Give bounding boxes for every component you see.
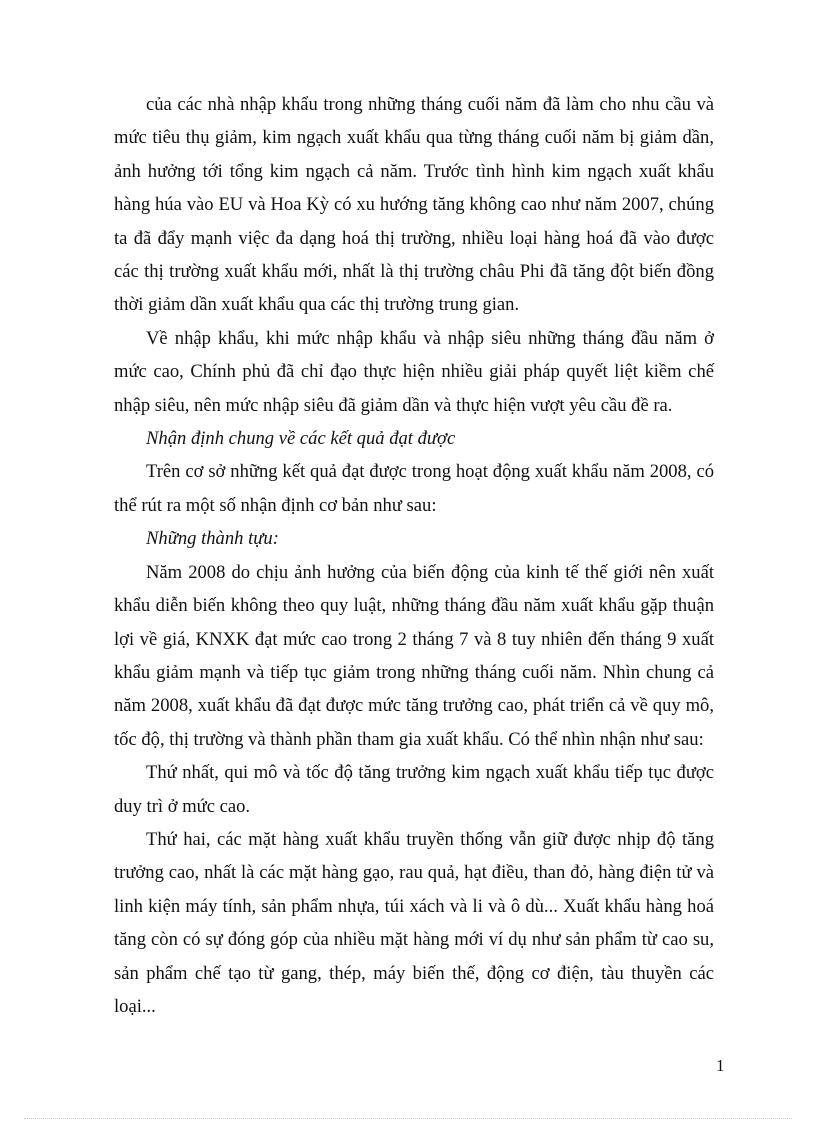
paragraph-second-point: Thứ hai, các mặt hàng xuất khẩu truyền thống vẫn giữ được nhịp độ tăng trưởng cao, nhất là các mặt hàng gạo, rau quả, hạt điều, than đỏ, hàng điện tử và linh kiện máy tính, sản phẩm nhựa, túi xách và li và ô dù... Xuất khẩu hàng hoá tăng còn có sự đóng góp của nhiều mặt hàng mới ví dụ như sản phẩm từ cao su, sản phẩm chế tạo từ gang, thép, máy biến thế, động cơ điện, tàu thuyền các loại... bbox=[114, 828, 714, 1017]
section-heading-general-assessment: Nhận định chung về các kết quả đạt được bbox=[146, 428, 456, 450]
paragraph-export-market: của các nhà nhập khẩu trong những tháng cuối năm đã làm cho nhu cầu và mức tiêu thụ giảm, kim ngạch xuất khẩu qua từng tháng cuối năm bị giảm dần, ảnh hưởng tới tổng kim ngạch cả năm. Trước tình hình kim ngạch xuất khẩu hàng húa vào EU và Hoa Kỳ có xu hướng tăng không cao như năm 2007, chúng ta đã đẩy mạnh việc đa dạng hoá thị trường, nhiều loại hàng hoá đã vào được các thị trường xuất khẩu mới, nhất là thị trường châu Phi đã tăng đột biến đồng thời giảm dần xuất khẩu qua các thị trường trung gian. bbox=[114, 94, 714, 316]
paragraph-2008-overview: Năm 2008 do chịu ảnh hưởng của biến động của kinh tế thế giới nên xuất khẩu diễn biến không theo quy luật, những tháng đầu năm xuất khẩu gặp thuận lợi về giá, KNXK đạt mức cao trong 2 tháng 7 và 8 tuy nhiên đến tháng 9 xuất khẩu giảm mạnh và tiếp tục giảm trong những tháng cuối năm. Nhìn chung cả năm 2008, xuất khẩu đã đạt được mức tăng trưởng cao, phát triển cả về quy mô, tốc độ, thị trường và thành phần tham gia xuất khẩu. Có thể nhìn nhận như sau: bbox=[114, 561, 714, 750]
paragraph-first-point: Thứ nhất, qui mô và tốc độ tăng trưởng kim ngạch xuất khẩu tiếp tục được duy trì ở mức cao. bbox=[114, 762, 714, 817]
page-number: 1 bbox=[716, 1056, 725, 1075]
paragraph-assessment-intro: Trên cơ sở những kết quả đạt được trong hoạt động xuất khẩu năm 2008, có thể rút ra một số nhận định cơ bản như sau: bbox=[114, 461, 714, 516]
paragraph-import: Về nhập khẩu, khi mức nhập khẩu và nhập siêu những tháng đầu năm ở mức cao, Chính phủ đã chỉ đạo thực hiện nhiều giải pháp quyết liệt kiềm chế nhập siêu, nên mức nhập siêu đã giảm dần và thực hiện vượt yêu cầu đề ra. bbox=[114, 327, 714, 416]
document-body bbox=[114, 88, 714, 1023]
section-heading-achievements: Những thành tựu: bbox=[146, 528, 279, 550]
page-bottom-divider bbox=[24, 1118, 792, 1119]
